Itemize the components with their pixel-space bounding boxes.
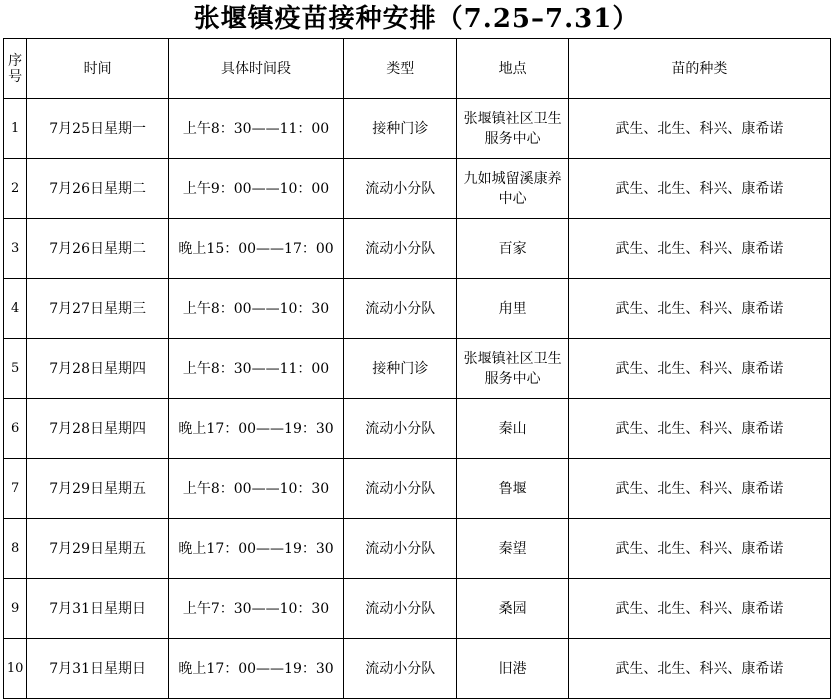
table-row [4,159,831,219]
row-type: 流动小分队 [344,579,457,639]
row-type: 流动小分队 [344,639,457,699]
row-location: 秦望 [457,519,568,579]
row-type: 流动小分队 [344,279,457,339]
table-row [4,519,831,579]
row-period: 上午7：30——10：30 [168,579,343,639]
row-date: 7月29日星期五 [27,459,169,519]
header-date: 时间 [27,39,169,99]
row-location: 秦山 [457,399,568,459]
row-period: 上午8：30——11：00 [168,339,343,399]
row-vaccines: 武生、北生、科兴、康希诺 [568,519,830,579]
row-vaccines: 武生、北生、科兴、康希诺 [568,279,830,339]
row-index: 6 [4,399,27,459]
row-period: 晚上15：00——17：00 [168,219,343,279]
row-vaccines: 武生、北生、科兴、康希诺 [568,99,830,159]
header-period: 具体时间段 [168,39,343,99]
table-row [4,99,831,159]
table-row [4,339,831,399]
row-index: 4 [4,279,27,339]
table-row [4,579,831,639]
row-type: 接种门诊 [344,339,457,399]
row-index: 7 [4,459,27,519]
header-vaccines: 苗的种类 [568,39,830,99]
row-location: 桑园 [457,579,568,639]
row-index: 10 [4,639,27,699]
table-row [4,399,831,459]
row-period: 晚上17：00——19：30 [168,519,343,579]
row-date: 7月29日星期五 [27,519,169,579]
row-index: 3 [4,219,27,279]
row-vaccines: 武生、北生、科兴、康希诺 [568,339,830,399]
row-location: 张堰镇社区卫生服务中心 [457,339,568,399]
schedule-table [3,38,831,699]
row-location: 甪里 [457,279,568,339]
row-index: 8 [4,519,27,579]
row-vaccines: 武生、北生、科兴、康希诺 [568,459,830,519]
row-vaccines: 武生、北生、科兴、康希诺 [568,639,830,699]
row-type: 流动小分队 [344,219,457,279]
row-date: 7月28日星期四 [27,399,169,459]
row-vaccines: 武生、北生、科兴、康希诺 [568,579,830,639]
row-period: 上午8：30——11：00 [168,99,343,159]
row-vaccines: 武生、北生、科兴、康希诺 [568,399,830,459]
row-vaccines: 武生、北生、科兴、康希诺 [568,219,830,279]
row-vaccines: 武生、北生、科兴、康希诺 [568,159,830,219]
row-index: 1 [4,99,27,159]
table-row [4,279,831,339]
header-index: 序号 [4,39,27,99]
header-location: 地点 [457,39,568,99]
row-date: 7月31日星期日 [27,639,169,699]
row-type: 流动小分队 [344,399,457,459]
row-location: 张堰镇社区卫生服务中心 [457,99,568,159]
row-period: 上午9：00——10：00 [168,159,343,219]
row-period: 上午8：00——10：30 [168,279,343,339]
page-title: 张堰镇疫苗接种安排（7.25–7.31） [193,4,640,34]
table-row [4,639,831,699]
row-period: 晚上17：00——19：30 [168,399,343,459]
row-location: 百家 [457,219,568,279]
row-location: 鲁堰 [457,459,568,519]
row-type: 流动小分队 [344,519,457,579]
row-date: 7月31日星期日 [27,579,169,639]
row-index: 5 [4,339,27,399]
row-type: 接种门诊 [344,99,457,159]
row-location: 旧港 [457,639,568,699]
table-header-row [4,39,831,99]
table-body [4,99,831,699]
row-index: 9 [4,579,27,639]
header-type: 类型 [344,39,457,99]
row-date: 7月28日星期四 [27,339,169,399]
row-type: 流动小分队 [344,159,457,219]
row-period: 上午8：00——10：30 [168,459,343,519]
table-row [4,459,831,519]
row-date: 7月26日星期二 [27,159,169,219]
row-date: 7月25日星期一 [27,99,169,159]
row-location: 九如城留溪康养中心 [457,159,568,219]
row-period: 晚上17：00——19：30 [168,639,343,699]
table-row [4,219,831,279]
row-date: 7月27日星期三 [27,279,169,339]
row-type: 流动小分队 [344,459,457,519]
row-index: 2 [4,159,27,219]
row-date: 7月26日星期二 [27,219,169,279]
